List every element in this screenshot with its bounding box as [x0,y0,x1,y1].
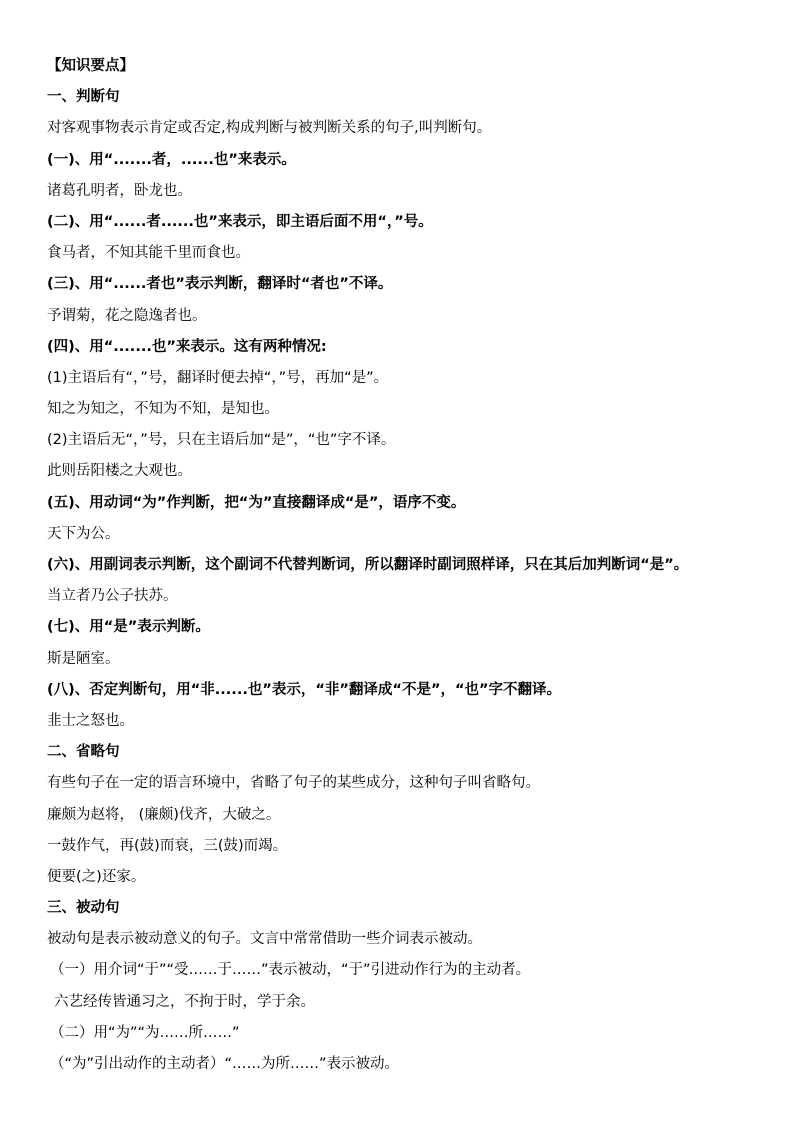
section-header-knowledge-points: 【知识要点】 [47,58,134,74]
example-line: 此则岳阳楼之大观也。 [47,463,192,480]
subheading-2: (二)、用“......者......也”来表示，即主语后面不用“，”号。 [47,213,433,230]
rule-line: (2)主语后无“，”号，只在主语后加“是”，“也”字不译。 [47,432,396,449]
example-line: 韭士之怒也。 [47,712,134,729]
example-line: 廉颇为赵将， (廉颇)伐齐，大破之。 [47,806,281,823]
heading-judgment-sentence: 一、判断句 [47,89,120,106]
subheading-3: (三)、用“......者也”表示判断，翻译时“者也”不译。 [47,276,393,293]
example-line: 食马者，不知其能千里而食也。 [47,245,250,262]
example-line: 诸葛孔明者，卧龙也。 [47,182,192,199]
rule-line: （二）用“为”“为……所……” [50,1024,240,1041]
paragraph-definition: 被动句是表示被动意义的句子。文言中常常借助一些介词表示被动。 [47,931,482,948]
example-line: 天下为公。 [47,525,120,542]
subheading-5: (五)、用动词“为”作判断，把“为”直接翻译成“是”，语序不变。 [47,494,466,511]
example-line: 便要(之)还家。 [47,868,146,885]
example-line: 知之为知之，不知为不知，是知也。 [47,401,279,418]
subheading-6: (六)、用副词表示判断，这个副词不代替判断词，所以翻译时副词照样译，只在其后加判断词“是”。 [47,557,689,573]
document-page [47,51,777,1080]
subheading-7: (七)、用“是”表示判断。 [47,619,210,636]
subheading-8: (八)、否定判断句，用“非......也”表示，“非”翻译成“不是”，“也”字不翻译。 [47,681,562,698]
rule-line: (1)主语后有“，”号，翻译时便去掉“，”号，再加“是”。 [47,369,389,386]
paragraph-definition: 对客观事物表示肯定或否定,构成判断与被判断关系的句子,叫判断句。 [47,120,492,137]
example-line: 六艺经传皆通习之，不拘于时，学于余。 [54,993,315,1010]
example-line: 一鼓作气，再(鼓)而衰，三(鼓)而竭。 [47,837,288,854]
subheading-1: (一)、用“.......者，......也”来表示。 [47,151,296,168]
rule-line: （一）用介词“于”“受……于……”表示被动，“于”引进动作行为的主动者。 [50,962,531,979]
example-line: 予谓菊，花之隐逸者也。 [47,307,207,324]
heading-ellipsis-sentence: 二、省略句 [47,744,120,761]
example-line: 当立者乃公子扶苏。 [47,588,178,605]
rule-line: （“为”引出动作的主动者）“……为所……”表示被动。 [50,1056,400,1072]
subheading-4: (四)、用“.......也”来表示。这有两种情况: [47,338,327,355]
heading-passive-sentence: 三、被动句 [47,900,120,917]
paragraph-definition: 有些句子在一定的语言环境中，省略了句子的某些成分，这种句子叫省略句。 [47,775,540,792]
example-line: 斯是陋室。 [47,650,120,667]
